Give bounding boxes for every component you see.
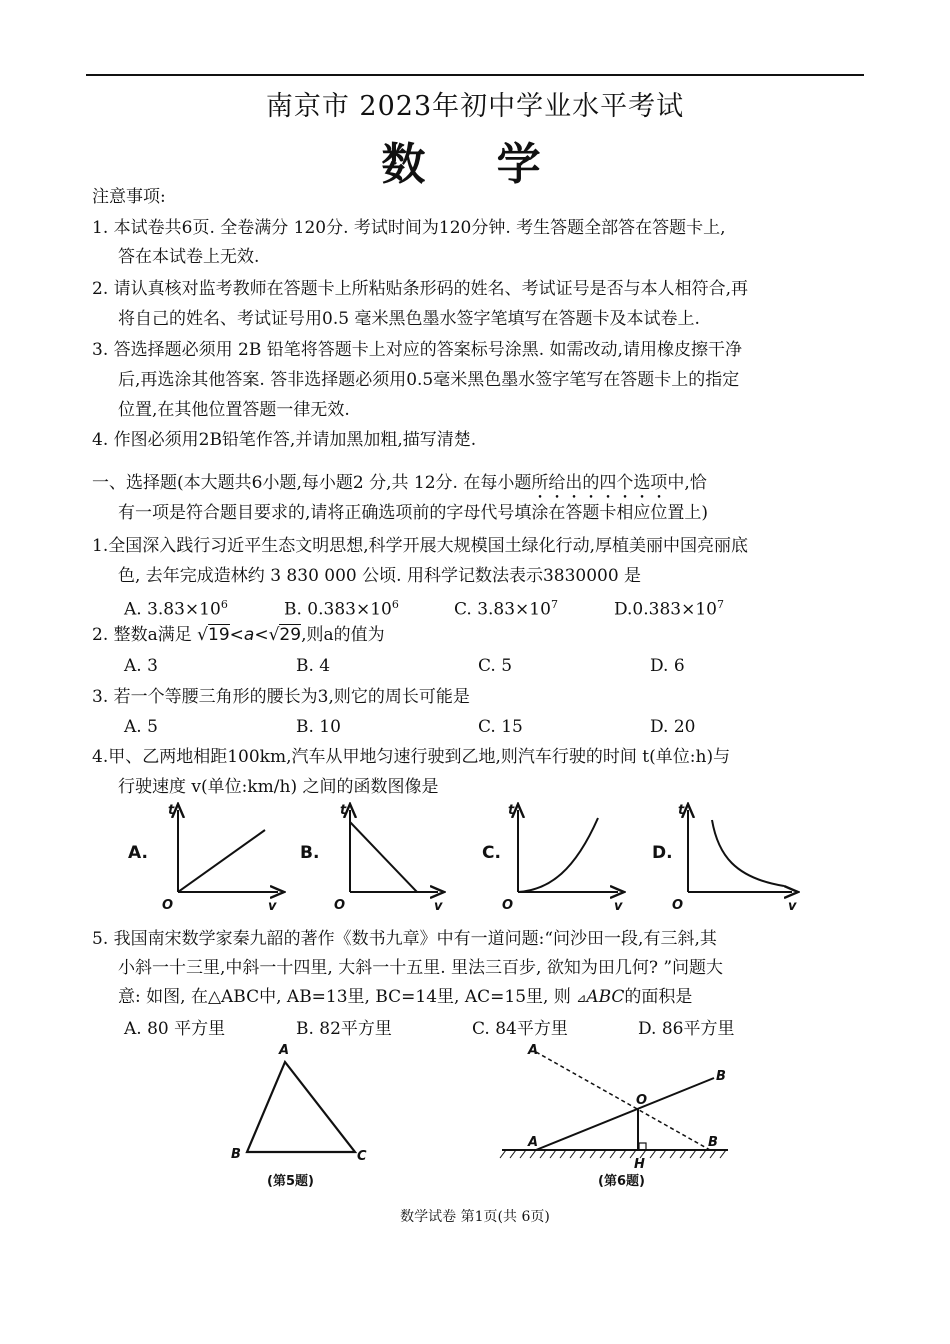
q3-option-d: D. 20 <box>650 717 696 737</box>
subject-title: 数 学 <box>381 139 569 190</box>
q5-text-1: 5. 我国南宋数学家秦九韶的著作《数书九章》中有一道问题:“问沙田一段,有三斜,其 <box>92 929 717 949</box>
q2-text: 2. 整数a满足 √19<a<√29,则a的值为 <box>92 625 385 645</box>
fig6-label-a-top: A <box>528 1043 539 1058</box>
notice-line-1: 1. 本试卷共6页. 全卷满分 120分. 考试时间为120分钟. 考生答题全部答在答题卡上, <box>92 218 726 238</box>
notice-line-3: 2. 请认真核对监考教师在答题卡上所粘贴条形码的姓名、考试证号是否与本人相符合,再 <box>92 279 749 299</box>
notice-line-5: 3. 答选择题必须用 2B 铅笔将答题卡上对应的答案标号涂黑. 如需改动,请用橡皮擦干净 <box>92 340 742 360</box>
graph-a-o: O <box>162 898 174 913</box>
q2-option-d: D. 6 <box>650 656 685 676</box>
fig6-label-b-top: B <box>716 1069 726 1084</box>
section-heading-part-c: 中,恰 <box>667 473 707 493</box>
q2-option-b: B. 4 <box>296 656 331 676</box>
q3-option-a: A. 5 <box>124 717 158 737</box>
notice-line-6: 后,再选涂其他答案. 答非选择题必须用0.5毫米黑色墨水签字笔写在答题卡上的指定 <box>118 370 740 390</box>
graph-b-t: t <box>340 803 347 818</box>
q2-option-c: C. 5 <box>478 656 513 676</box>
q5-option-d: D. 86平方里 <box>638 1019 735 1039</box>
q4-text-1: 4.甲、乙两地相距100km,汽车从甲地匀速行驶到乙地,则汽车行驶的时间 t(单位:h)与 <box>92 747 731 767</box>
graph-c-label: C. <box>482 843 501 863</box>
fig5-caption: (第5题) <box>267 1174 314 1189</box>
notice-line-4: 将自己的姓名、考试证号用0.5 毫米黑色墨水签字笔填写在答题卡及本试卷上. <box>118 309 700 329</box>
graph-b-v: v <box>434 899 443 914</box>
graph-b-o: O <box>334 898 346 913</box>
graph-b-curve <box>350 822 417 892</box>
q3-option-c: C. 15 <box>478 717 523 737</box>
q1-text-2: 色, 去年完成造林约 3 830 000 公顷. 用科学记数法表示3830000 是 <box>118 566 642 586</box>
fig6-caption: (第6题) <box>598 1174 645 1189</box>
exam-title: 南京市 2023年初中学业水平考试 <box>265 91 685 122</box>
fig6-label-h: H <box>634 1157 645 1172</box>
q5-text-3: 意: 如图, 在△ABC中, AB=13里, BC=14里, AC=15里, 则 ⊿ABC的面积是 <box>118 987 693 1007</box>
section-heading <box>92 472 707 503</box>
q4-graphs <box>120 800 820 920</box>
graph-d-t: t <box>678 803 685 818</box>
top-rule <box>86 74 864 76</box>
graph-c-o: O <box>502 898 514 913</box>
graph-a-v: v <box>268 899 277 914</box>
q5-option-c: C. 84平方里 <box>472 1019 568 1039</box>
section-heading-part-a: 一、选择题(本大题共6小题,每小题2 分,共 12分. 在每小题 <box>92 473 532 493</box>
q2-option-a: A. 3 <box>124 656 158 676</box>
figure-6 <box>498 1040 738 1195</box>
fig6-label-o: O <box>636 1093 648 1108</box>
notice-line-2: 答在本试卷上无效. <box>118 247 260 267</box>
notice-line-8: 4. 作图必须用2B铅笔作答,并请加黑加粗,描写清楚. <box>92 430 477 450</box>
graph-a-t: t <box>168 803 175 818</box>
fig5-label-a: A <box>279 1043 290 1058</box>
q2-radicand-1: 19 <box>208 625 230 645</box>
graph-d-label: D. <box>652 843 673 863</box>
triangle-abc <box>247 1062 355 1152</box>
graph-b-label: B. <box>300 843 320 863</box>
q1-option-c: C. $3.83\times 10^7$ <box>454 598 558 620</box>
q1-text-1: 1.全国深入践行习近平生态文明思想,科学开展大规模国土绿化行动,厚植美丽中国亮丽底 <box>92 536 749 556</box>
fig5-label-b: B <box>231 1147 241 1162</box>
notice-line-7: 位置,在其他位置答题一律无效. <box>118 400 350 420</box>
fig5-label-c: C <box>357 1149 367 1164</box>
graph-a-curve <box>178 830 265 892</box>
q2-radicand-2: 29 <box>279 625 302 645</box>
fig6-label-b-bottom: B <box>708 1135 718 1150</box>
graph-a-label: A. <box>128 843 148 863</box>
q3-text: 3. 若一个等腰三角形的腰长为3,则它的周长可能是 <box>92 687 470 707</box>
page-footer: 数学试卷 第1页(共 6页) <box>400 1209 550 1225</box>
q1-option-a: A. $3.83\times 10^6$ <box>124 598 228 620</box>
fig6-line-ab <box>536 1078 714 1150</box>
graph-d-v: v <box>788 899 797 914</box>
graph-c-t: t <box>508 803 515 818</box>
q1-option-d: $D.0.383\times 10^7$ <box>614 598 724 620</box>
graph-c-v: v <box>614 899 623 914</box>
q3-option-b: B. 10 <box>296 717 341 737</box>
figure-5 <box>225 1040 385 1195</box>
q5-text-2: 小斜一十三里,中斜一十四里, 大斜一十五里. 里法三百步, 欲知为田几何? ”问题大 <box>118 958 724 978</box>
q5-option-b: B. 82平方里 <box>296 1019 392 1039</box>
notice-heading: 注意事项: <box>92 187 166 207</box>
graph-d-o: O <box>672 898 684 913</box>
q1-option-b: B. $0.383\times 10^6$ <box>284 598 399 620</box>
section-heading-line-2: 有一项是符合题目要求的,请将正确选项前的字母代号填涂在答题卡相应位置上) <box>118 503 709 523</box>
fig6-label-a-bottom: A <box>528 1135 539 1150</box>
graph-d-curve <box>712 820 784 886</box>
graph-c-curve <box>518 818 598 892</box>
section-heading-emphasis: 所给出的四个选项 <box>531 473 668 493</box>
q4-text-2: 行驶速度 v(单位:km/h) 之间的函数图像是 <box>118 777 439 797</box>
q5-option-a: A. 80 平方里 <box>124 1019 226 1039</box>
